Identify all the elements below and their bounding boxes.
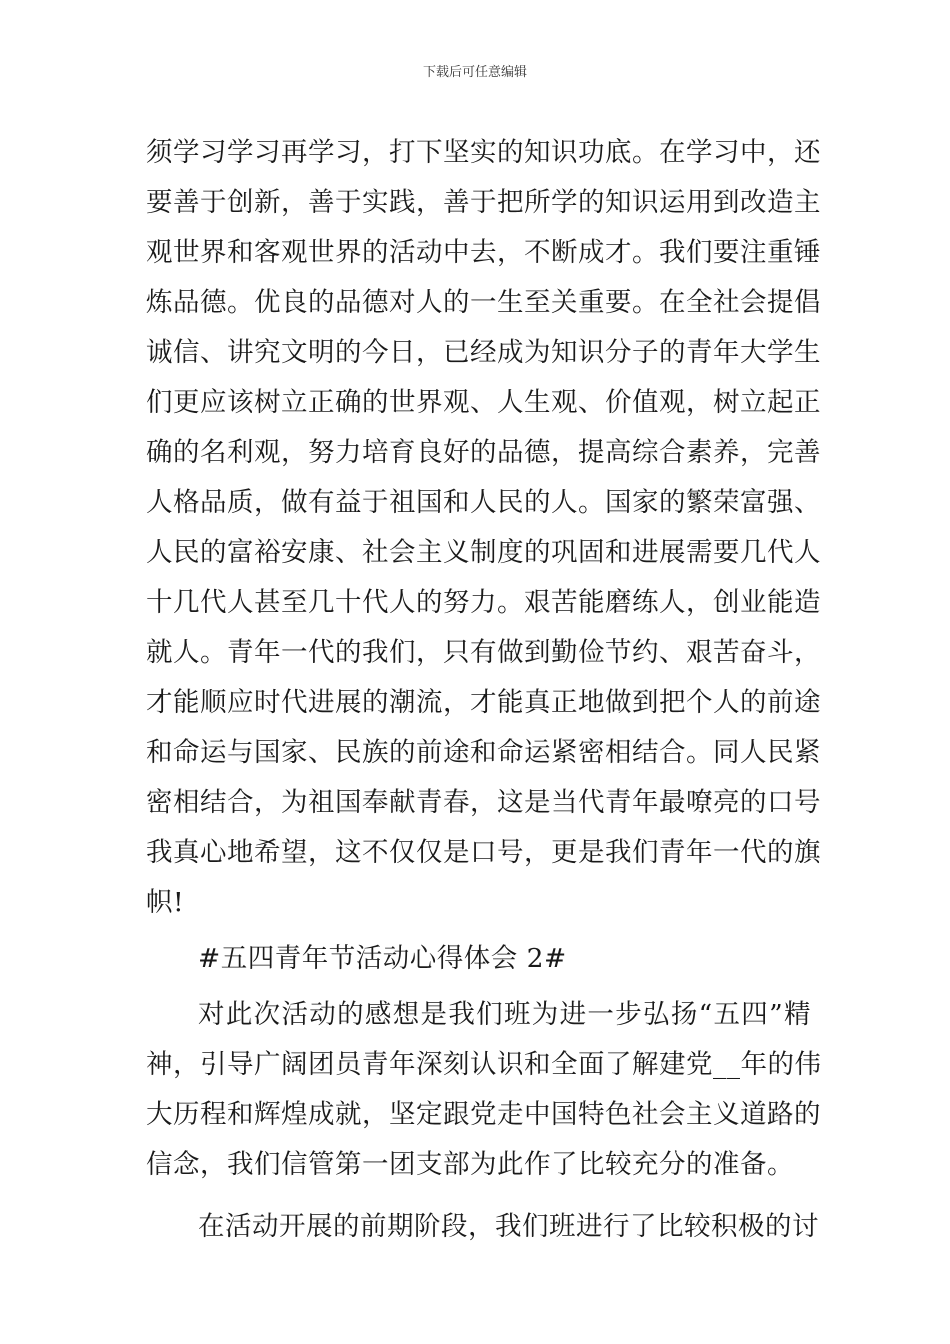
text-line: 们更应该树立正确的世界观、人生观、价值观，树立起正	[146, 387, 821, 418]
paragraph-2	[146, 990, 822, 1190]
text-line: 观世界和客观世界的活动中去，不断成才。我们要注重锤	[146, 237, 821, 268]
text-line: 要善于创新，善于实践，善于把所学的知识运用到改造主	[146, 187, 821, 218]
text-line: 炼品德。优良的品德对人的一生至关重要。在全社会提倡	[146, 287, 821, 318]
text-line: 人格品质，做有益于祖国和人民的人。国家的繁荣富强、	[146, 487, 821, 518]
page-header: 下载后可任意编辑	[422, 65, 527, 80]
text-line: 在活动开展的前期阶段，我们班进行了比较积极的讨	[198, 1211, 819, 1242]
text-line: 信念，我们信管第一团支部为此作了比较充分的准备。	[146, 1149, 794, 1180]
text-line: 神，引导广阔团员青年深刻认识和全面了解建党__年的伟	[146, 1049, 822, 1080]
text-line: 十几代人甚至几十代人的努力。艰苦能磨练人，创业能造	[146, 587, 821, 618]
text-line: 对此次活动的感想是我们班为进一步弘扬“五四”精	[198, 999, 811, 1030]
section-heading: #五四青年节活动心得体会 2#	[198, 943, 567, 974]
text-line: 才能顺应时代进展的潮流，才能真正地做到把个人的前途	[146, 687, 821, 718]
text-line: 我真心地希望，这不仅仅是口号，更是我们青年一代的旗	[146, 837, 821, 868]
text-line: 和命运与国家、民族的前途和命运紧密相结合。同人民紧	[146, 737, 821, 768]
text-line: 诚信、讲究文明的今日，已经成为知识分子的青年大学生	[146, 337, 821, 368]
text-line: 帜!	[146, 887, 185, 918]
document-body	[146, 128, 822, 1252]
paragraph-3	[146, 1202, 819, 1252]
text-line: 确的名利观，努力培育良好的品德，提高综合素养，完善	[146, 437, 821, 468]
text-line: 人民的富裕安康、社会主义制度的巩固和进展需要几代人	[146, 537, 821, 568]
text-line: 须学习学习再学习，打下坚实的知识功底。在学习中，还	[146, 137, 821, 168]
text-line: 大历程和辉煌成就，坚定跟党走中国特色社会主义道路的	[146, 1099, 821, 1130]
text-line: 就人。青年一代的我们，只有做到勤俭节约、艰苦奋斗，	[146, 637, 821, 668]
paragraph-1	[146, 128, 821, 928]
text-line: 密相结合，为祖国奉献青春，这是当代青年最嘹亮的口号	[146, 787, 821, 818]
